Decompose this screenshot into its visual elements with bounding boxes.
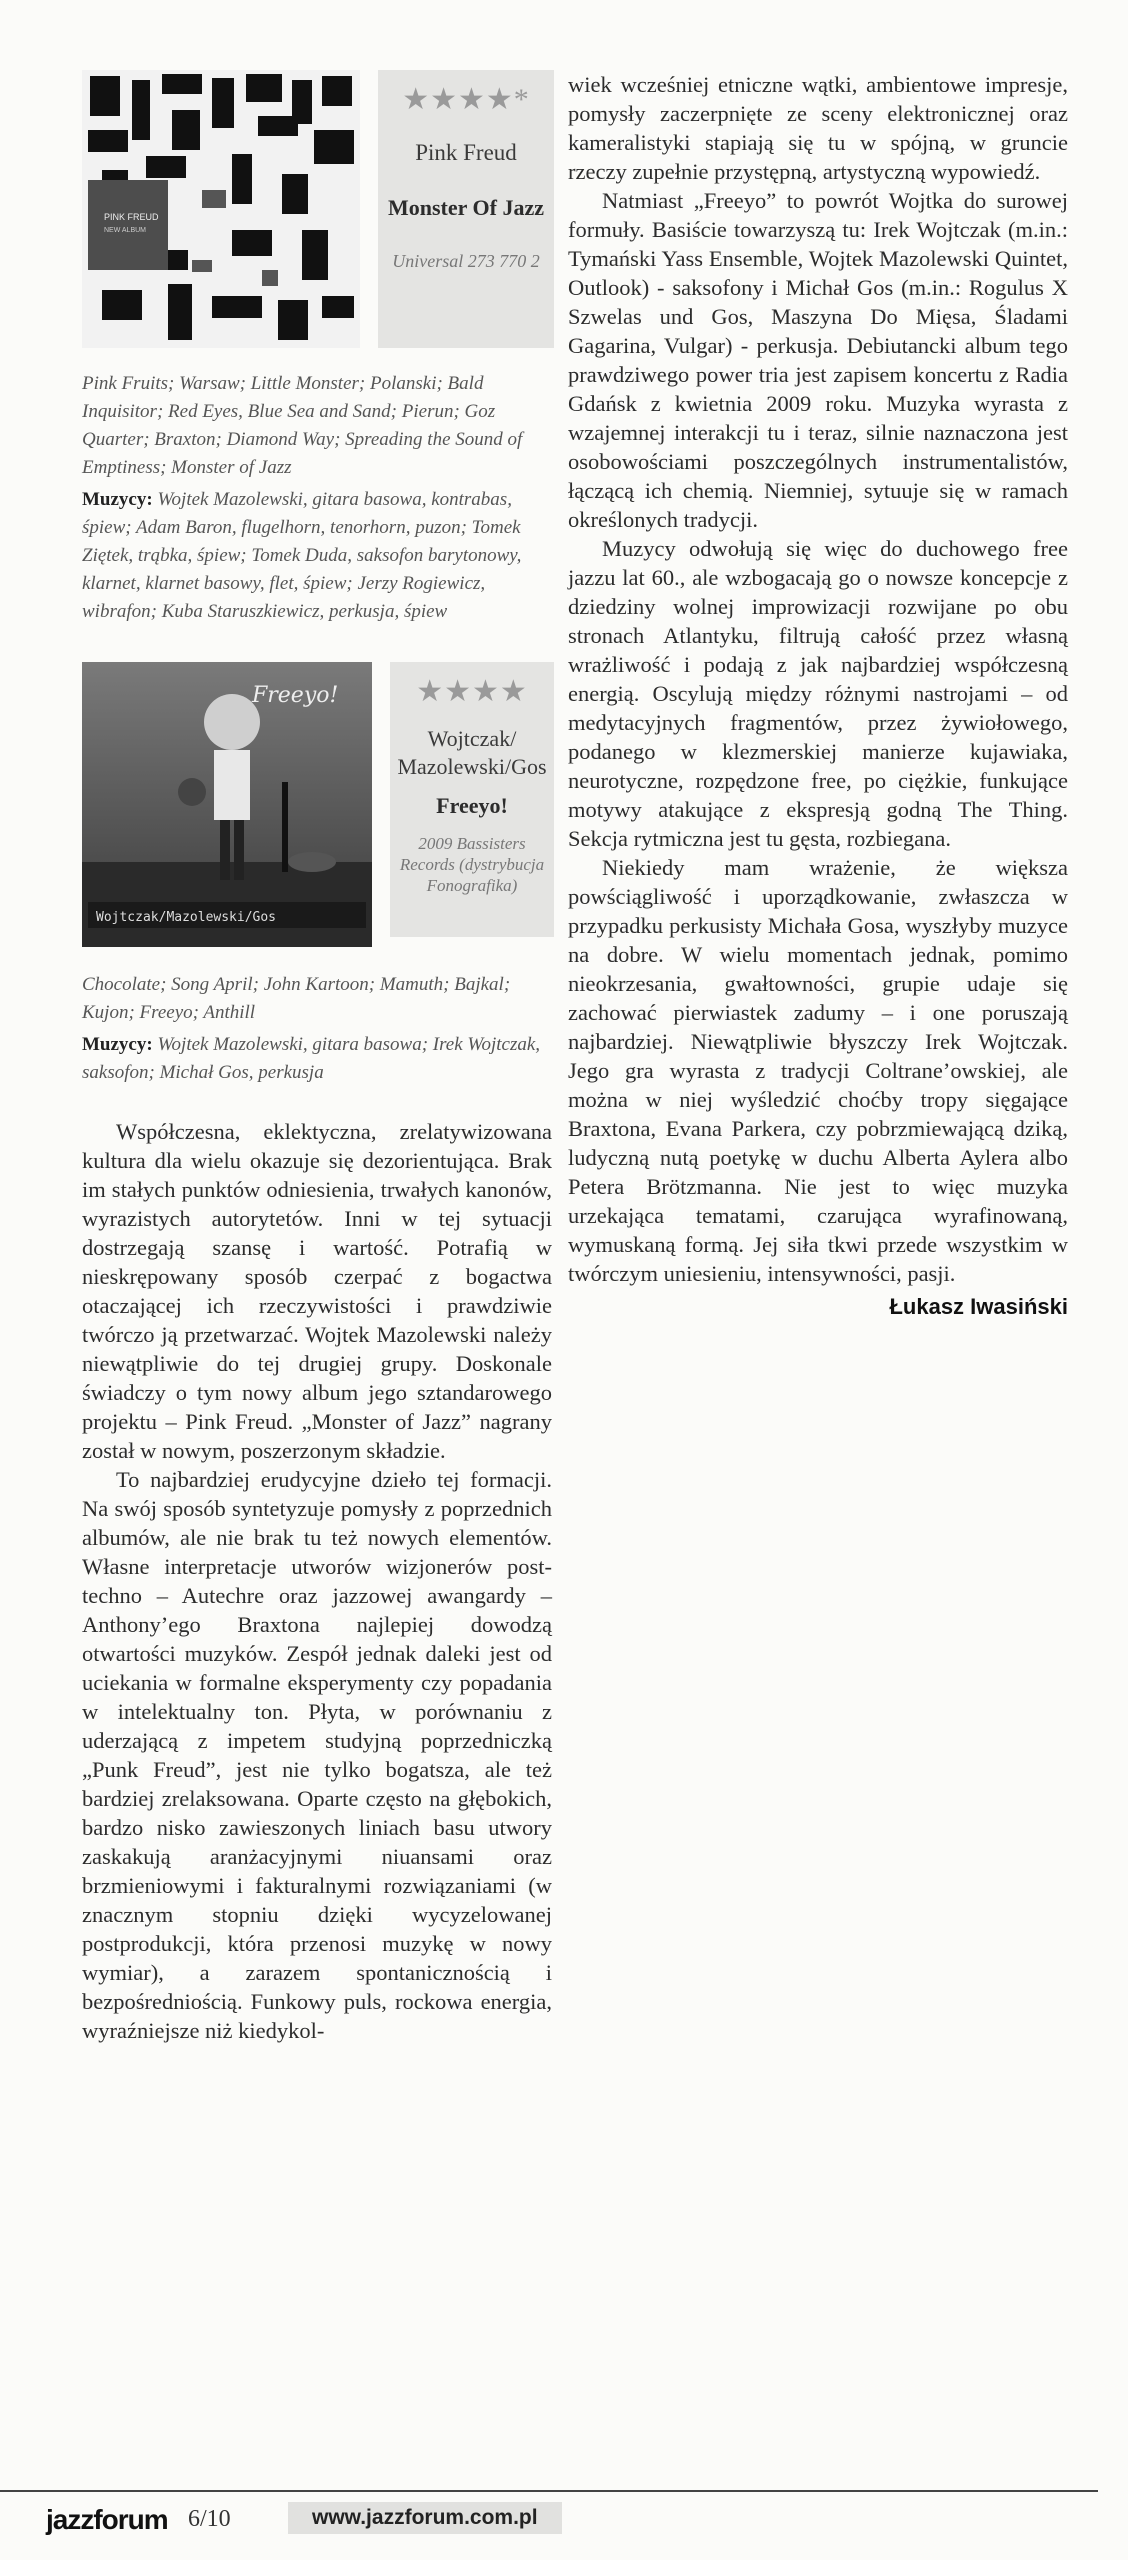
review-infobox [390,662,554,937]
article-paragraph: Muzycy odwołują się więc do duchowego free jazzu lat 60., ale wzbogacają go o nowsze koncepcje z dziedziny wolnej improwizacji rozwijane po obu stronach Atlantyku, filtrują całość przez własną wrażliwość i podają z jak najbardziej współczesną energią. Oscylują między różnymi nastrojami – od medytacyjnych fragmentów, przez żywiołowego, podanego w klezmerskiej manierze kujawiaka, neurotyczne, rozpędzone free, po ciężkie, funkujące motywy atakujące z ekspresją godną The Thing. Sekcja rytmiczna jest tu gęsta, rozbiegana. [568,536,1068,851]
rating-stars: ★★★★ [416,675,528,708]
record-label: 2009 Bassisters Records (dystrybucja Fonografika) [399,833,545,896]
article-paragraph: To najbardziej erudycyjne dzieło tej formacji. Na swój sposób syntetyzuje pomysły z poprzednich albumów, ale nie brak tu też nowych elementów. Własne interpretacje utworów wizjonerów post-techno – Autechre oraz jazzowej awangardy – Anthony’ego Braxtona najlepiej dowodzą otwartości muzyków. Zespół jednak daleki jest od uciekania w formalne eksperymenty czy popadania w intelektualny ton. Płyta, w porównaniu z uderzającą z impetem studyjną poprzedniczką „Punk Freud”, jest nie tylko bogatsza, ale też bardziej zrelaksowana. Oparte często na głębokich, bardzo nisko zawieszonych liniach basu utwory zaskakują aranżacyjnymi niuansami oraz brzmieniowymi i fakturalnymi rozwiązaniami (w znacznym stopniu dzięki wycyzelowanej postprodukcji, która przenosi muzykę w nowy wymiar), a zarazem spontanicznością i bezpośredniością. Funkowy puls, rockowa energia, wyraźniejsze niż kiedykol- [82,1467,552,2043]
musicians-list: Wojtek Mazolewski, gitara basowa, kontrabas, śpiew; Adam Baron, flugelhorn, tenorhorn, puzon; Tomek Ziętek, trąbka, śpiew; Tomek Duda, saksofon barytonowy, klarnet, klarnet basowy, flet, śpiew; Jerzy Rogiewicz, wibrafon; Kuba Staruszkiewicz, perkusja, śpiew [82,489,522,622]
svg-text:PINK FREUD: PINK FREUD [104,212,159,222]
magazine-logo: jazzforum [46,2504,168,2535]
musicians-label: Muzycy: [82,489,153,510]
page-footer [0,2490,1128,2550]
review-box-freeyo [82,656,552,951]
issue-number: 6/10 [188,2506,231,2532]
musicians-credits [82,486,552,626]
band-name: Pink Freud [415,140,517,165]
album-title: Monster Of Jazz [388,194,544,220]
track-list: Chocolate; Song April; John Kartoon; Mamuth; Bajkal; Kujon; Freeyo; Anthill [82,974,511,1023]
right-column [568,70,1068,1320]
footer-divider [0,2490,1098,2492]
cover-title: Freeyo! [252,683,339,708]
svg-text:NEW ALBUM: NEW ALBUM [104,227,147,234]
record-label: Universal 273 770 2 [392,251,540,272]
article-paragraph: Niekiedy mam wrażenie, że większa powściągliwość i uporządkowanie, zwłaszcza w przypadku perkusisty Michała Gosa, wyszłyby muzyce na dobre. W wielu momentach jednak, pomimo nieokrzesania, gwałtowności, grupie udaje się zachować pierwiastek zadumy – i one poruszają najbardziej. Niewątpliwie błyszczy Irek Wojtczak. Jego gra wyrasta z tradycji Coltrane’owskiej, ale można w niej wyśledzić choćby tropy sięgające Braxtona, Evana Parkera, czy pobrzmiewającą dziką, ludyczną nutą poetykę w duchu Alberta Aylera albo Petera Brötzmanna. Nie jest to więc muzyka urzekająca tematami, czarująca wyrafinowaną, wymuskaną formą. Jej siła tkwi przede wszystkim w twórczym uniesieniu, intensywności, pasji. [568,855,1068,1286]
article-body-left [82,1117,552,2045]
left-column [82,70,552,2045]
album-cover-monster-of-jazz [82,70,360,348]
article-body-right [568,70,1068,1288]
article-paragraph: Współczesna, eklektyczna, zrelatywizowana kultura dla wielu okazuje się dezorientująca. Brak im stałych punktów odniesienia, trwałych kanonów, wyrazistych autorytetów. Inni w tej sytuacji dostrzegają szansę i wartość. Potrafią w nieskrępowany sposób czerpać z bogactwa otaczającej ich rzeczywistości i prawdziwie twórczo ją przetwarzać. Wojtek Mazolewski należy niewątpliwie do tej drugiej grupy. Doskonale świadczy o tym nowy album jego sztandarowego projektu – Pink Freud. „Monster of Jazz” nagrany został w nowym, poszerzonym składzie. [82,1119,552,1463]
article-paragraph: wiek wcześniej etniczne wątki, ambientowe impresje, pomysły zaczerpnięte ze sceny elektronicznej oraz kameralistyki stapiają się tu w spójną, w gruncie rzeczy zupełnie przystępną, artystyczną wypowiedź. [568,72,1068,184]
album-title: Freeyo! [436,793,508,818]
article-paragraph: Natmiast „Freeyo” to powrót Wojtka do surowej formuły. Basiście towarzyszą tu: Irek Wojtczak (m.in.: Tymański Yass Ensemble, Wojtek Mazolewski Quintet, Outlook) - saksofony i Michał Gos (m.in.: Rogulus X Szwelas und Gos, Maszyna Do Mięsa, Śladami Gagarina, Vulgar) - perkusja. Debiutancki album tego prawdziwego power tria jest zapisem koncertu z Radia Gdańsk z kwietnia 2009 roku. Muzyka wyrasta z wzajemnej interakcji tu i teraz, silnie naznaczona jest osobowościami poszczególnych instrumentalistów, łączącą ich chemią. Niemniej, sytuuje się w ramach określonych tradycji. [568,188,1068,532]
review-box-pink-freud [82,70,552,350]
website-url[interactable]: www.jazzforum.com.pl [288,2502,562,2534]
article-author: Łukasz Iwasiński [889,1294,1068,1319]
album-cover-freeyo [82,662,372,947]
rating-stars: ★★★★* [402,83,530,116]
band-name: Wojtczak/ Mazolewski/Gos [397,726,547,779]
cover-caption: Wojtczak/Mazolewski/Gos [96,910,277,925]
musicians-label: Muzycy: [82,1034,153,1055]
track-list: Pink Fruits; Warsaw; Little Monster; Polanski; Bald Inquisitor; Red Eyes, Blue Sea and Sand; Pierun; Goz Quarter; Braxton; Diamond Way; Spreading the Sound of Emptiness; Monster of Jazz [82,373,523,478]
musicians-credits [82,1031,552,1087]
musicians-list: Wojtek Mazolewski, gitara basowa; Irek Wojtczak, saksofon; Michał Gos, perkusja [82,1034,541,1083]
review-infobox [378,70,554,348]
